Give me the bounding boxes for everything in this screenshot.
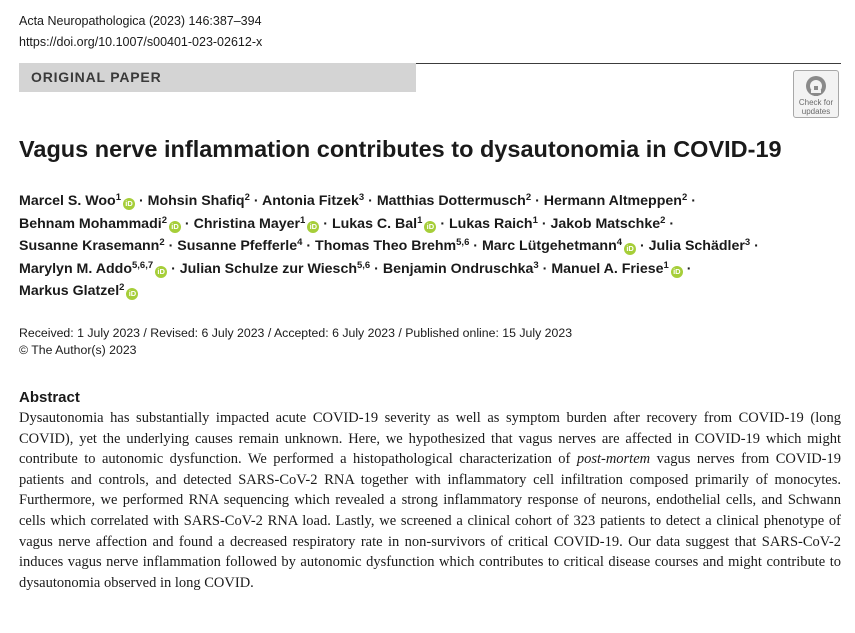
author-name[interactable]: Thomas Theo Brehm [315,238,457,255]
author-row [19,235,841,258]
journal-header [19,11,262,53]
author-name[interactable]: Marc Lütgehetmann [481,238,617,255]
check-updates-icon [805,75,827,97]
author-separator: · [364,193,377,209]
author-separator: · [538,260,552,277]
author-affiliation: 1 [663,259,669,271]
author-affiliation: 4 [616,237,623,249]
author-row [19,258,841,281]
orcid-icon[interactable]: iD [169,221,181,233]
orcid-icon[interactable]: iD [123,198,135,210]
author-affiliation: 2 [244,192,250,203]
publication-history [19,325,572,359]
author-separator: · [370,260,383,277]
abstract-part-2: vagus nerves from COVID-19 patients and controls, and detected SARS-CoV-2 RNA together with inflammatory cell infiltration composed primarily of monocytes. Furthermore, we performed RNA sequencing which revealed a strong inflammatory response of neurons, endothelial cells, and Schwann cells which correlated with SARS-CoV-2 RNA load. Lastly, we screened a clinical cohort of 323 patients to detect a clinical phenotype of vagus nerve affection and found a decreased respiratory rate in non-survivors of critical COVID-19. Our data suggest that SARS-CoV-2 induces vagus nerve inflammation followed by autonomic dysfunction which contributes to critical disease courses and might contribute to dysautonomia observed in long COVID. [19,451,841,591]
orcid-icon[interactable]: iD [424,221,436,233]
author-affiliation: 2 [681,192,688,203]
author-separator: · [436,215,450,232]
author-name[interactable]: Benjamin Ondruschka [382,260,534,277]
author-affiliation: 2 [159,237,165,249]
author-separator: · [665,215,675,232]
author-separator: · [750,238,759,255]
author-name[interactable]: Hermann Altmeppen [543,193,682,209]
author-name[interactable]: Julia Schädler [648,238,745,255]
author-name[interactable]: Lukas C. Bal [331,215,418,232]
author-affiliation: 2 [525,192,532,203]
author-separator: · [531,193,544,209]
author-separator: · [687,193,696,209]
author-separator: · [164,238,178,255]
author-name[interactable]: Matthias Dottermusch [376,193,526,209]
author-name[interactable]: Susanne Pfefferle [177,238,298,255]
doi-link[interactable]: https://doi.org/10.1007/s00401-023-02612-x [19,35,263,49]
author-name[interactable]: Marylyn M. Addo [19,260,132,277]
author-separator: · [249,193,262,209]
orcid-icon[interactable]: iD [671,266,683,278]
author-name[interactable]: Behnam Mohammadi [19,215,162,232]
journal-citation: Acta Neuropathologica (2023) 146:387–394 [19,14,262,28]
abstract-heading: Abstract [19,389,80,406]
author-affiliation: 5,6,7 [131,259,154,271]
author-separator: · [180,215,194,232]
author-affiliation: 3 [533,259,539,271]
author-separator: · [636,238,649,255]
author-row [19,213,841,236]
paper-type-label: ORIGINAL PAPER [31,69,162,85]
copyright-line: © The Author(s) 2023 [19,343,137,357]
orcid-icon[interactable]: iD [307,221,319,233]
author-affiliation: 1 [300,214,306,226]
author-name[interactable]: Lukas Raich [449,215,533,232]
abstract-part-1: Dysautonomia has substantially impacted acute COVID-19 severity as well as symptom burden after recovery from COVID-19 (long COVID), yet the underlying causes remain unknown. Here, we hypothesized that vagus nerves are affected in COVID-19 which might contribute to autonomic dysfunction. We performed a histopathological characterization of [19,410,841,468]
author-affiliation: 5,6 [456,237,470,249]
author-affiliation: 1 [532,214,538,226]
author-separator: · [682,260,692,277]
author-separator: · [167,260,180,277]
author-name[interactable]: Markus Glatzel [19,283,120,300]
author-separator: · [469,238,482,255]
author-affiliation: 2 [660,214,666,226]
author-name[interactable]: Christina Mayer [193,215,301,232]
author-affiliation: 2 [161,214,167,226]
paper-type-band [19,63,416,92]
author-affiliation: 3 [744,237,751,249]
author-affiliation: 5,6 [357,259,371,271]
abstract-text [19,408,841,593]
orcid-icon[interactable]: iD [155,266,167,278]
author-list [19,190,841,303]
author-name[interactable]: Mohsin Shafiq [147,193,245,209]
author-separator: · [319,215,332,232]
paper-title: Vagus nerve inflammation contributes to dysautonomia in COVID-19 [19,136,782,162]
check-for-updates-badge[interactable] [793,70,839,118]
author-affiliation: 1 [115,192,122,203]
author-name[interactable]: Julian Schulze zur Wiesch [179,260,357,277]
author-row [19,190,841,213]
author-row [19,280,841,303]
author-name[interactable]: Marcel S. Woo [19,193,116,209]
header-rule [416,63,841,64]
author-name[interactable]: Susanne Krasemann [19,238,160,255]
author-separator: · [537,215,551,232]
check-updates-line1: Check for [798,98,834,107]
author-name[interactable]: Jakob Matschke [550,215,661,232]
orcid-icon[interactable]: iD [624,243,636,255]
abstract-italic-term: post-mortem [576,451,651,468]
dates-line: Received: 1 July 2023 / Revised: 6 July 2023 / Accepted: 6 July 2023 / Published online: 15 July 2023 [19,326,573,340]
orcid-icon[interactable]: iD [126,288,138,300]
author-separator: · [302,238,316,255]
author-affiliation: 4 [297,237,303,249]
check-updates-line2: updates [801,107,831,116]
author-affiliation: 1 [417,214,423,226]
author-affiliation: 2 [119,282,125,294]
author-name[interactable]: Manuel A. Friese [551,260,664,277]
author-affiliation: 3 [358,192,365,203]
author-separator: · [135,193,148,209]
author-name[interactable]: Antonia Fitzek [261,193,359,209]
